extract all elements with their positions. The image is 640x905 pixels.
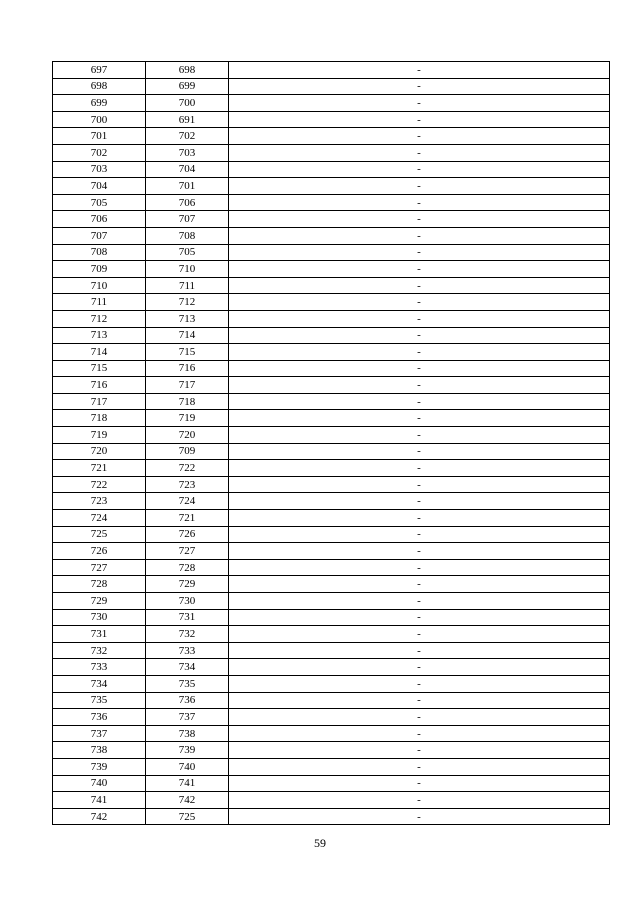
table-cell: 737	[53, 725, 146, 742]
table-row	[53, 626, 610, 643]
table-cell: -	[229, 775, 610, 792]
table-cell: 736	[146, 692, 229, 709]
table-cell: -	[229, 476, 610, 493]
table-cell: -	[229, 95, 610, 112]
table-row	[53, 128, 610, 145]
table-cell: 719	[53, 427, 146, 444]
table-cell: 705	[146, 244, 229, 261]
table-row	[53, 310, 610, 327]
table-cell: 717	[146, 377, 229, 394]
table-cell: -	[229, 194, 610, 211]
table-cell: 714	[53, 344, 146, 361]
table-cell: -	[229, 294, 610, 311]
table-cell: 716	[53, 377, 146, 394]
table-cell: -	[229, 659, 610, 676]
table-cell: 742	[53, 808, 146, 825]
table-cell: 719	[146, 410, 229, 427]
table-cell: 723	[53, 493, 146, 510]
table-cell: -	[229, 360, 610, 377]
table-cell: 716	[146, 360, 229, 377]
table-cell: 710	[146, 261, 229, 278]
table-cell: 721	[146, 510, 229, 527]
table-cell: 702	[146, 128, 229, 145]
table-row	[53, 427, 610, 444]
table-row	[53, 327, 610, 344]
table-cell: -	[229, 609, 610, 626]
table-row	[53, 211, 610, 228]
table-cell: 729	[146, 576, 229, 593]
table-cell: 698	[53, 78, 146, 95]
table-cell: 725	[53, 526, 146, 543]
table-row	[53, 261, 610, 278]
page-number: 59	[314, 836, 326, 850]
table-cell: 704	[146, 161, 229, 178]
table-cell: -	[229, 427, 610, 444]
table-row	[53, 709, 610, 726]
table-cell: -	[229, 377, 610, 394]
table-cell: -	[229, 78, 610, 95]
table-row	[53, 692, 610, 709]
table-cell: -	[229, 161, 610, 178]
table-row	[53, 410, 610, 427]
table-cell: -	[229, 559, 610, 576]
table-row	[53, 62, 610, 79]
table-cell: -	[229, 393, 610, 410]
table-cell: -	[229, 211, 610, 228]
table-row	[53, 476, 610, 493]
table-cell: 741	[53, 792, 146, 809]
table-row	[53, 294, 610, 311]
table-cell: 705	[53, 194, 146, 211]
table-cell: 712	[53, 310, 146, 327]
table-row	[53, 178, 610, 195]
table-row	[53, 277, 610, 294]
table-cell: -	[229, 626, 610, 643]
table-cell: 718	[146, 393, 229, 410]
table-cell: -	[229, 460, 610, 477]
table-cell: 709	[146, 443, 229, 460]
table-cell: 733	[53, 659, 146, 676]
table-cell: 727	[53, 559, 146, 576]
table-cell: 730	[146, 593, 229, 610]
table-cell: 733	[146, 642, 229, 659]
table-cell: -	[229, 244, 610, 261]
table-cell: 722	[53, 476, 146, 493]
table-cell: 706	[146, 194, 229, 211]
table-row	[53, 609, 610, 626]
table-cell: 691	[146, 111, 229, 128]
table-cell: 701	[146, 178, 229, 195]
table-cell: 709	[53, 261, 146, 278]
table-cell: 734	[146, 659, 229, 676]
table-cell: -	[229, 227, 610, 244]
table-cell: 734	[53, 675, 146, 692]
table-cell: -	[229, 692, 610, 709]
table-cell: 731	[146, 609, 229, 626]
table-cell: -	[229, 543, 610, 560]
table-cell: -	[229, 510, 610, 527]
table-row	[53, 675, 610, 692]
table-cell: 699	[146, 78, 229, 95]
table-cell: 697	[53, 62, 146, 79]
table-cell: -	[229, 576, 610, 593]
table-row	[53, 111, 610, 128]
table-cell: 729	[53, 593, 146, 610]
table-cell: 700	[146, 95, 229, 112]
table-cell: 708	[146, 227, 229, 244]
table-row	[53, 593, 610, 610]
table-cell: -	[229, 128, 610, 145]
table-row	[53, 244, 610, 261]
table-body	[53, 62, 610, 825]
table-cell: 715	[146, 344, 229, 361]
table-cell: 712	[146, 294, 229, 311]
table-cell: 739	[53, 758, 146, 775]
table-cell: 728	[146, 559, 229, 576]
table-cell: -	[229, 758, 610, 775]
table-cell: -	[229, 111, 610, 128]
table-cell: 715	[53, 360, 146, 377]
table-cell: -	[229, 62, 610, 79]
table-cell: 724	[146, 493, 229, 510]
table-cell: 721	[53, 460, 146, 477]
table-row	[53, 808, 610, 825]
table-row	[53, 493, 610, 510]
table-cell: 699	[53, 95, 146, 112]
table-row	[53, 576, 610, 593]
table-cell: -	[229, 410, 610, 427]
table-cell: -	[229, 725, 610, 742]
table-cell: -	[229, 526, 610, 543]
table-row	[53, 792, 610, 809]
table-cell: -	[229, 443, 610, 460]
table-cell: 737	[146, 709, 229, 726]
table-row	[53, 344, 610, 361]
table-cell: 700	[53, 111, 146, 128]
table-cell: 728	[53, 576, 146, 593]
table-cell: -	[229, 742, 610, 759]
table-cell: 701	[53, 128, 146, 145]
table-row	[53, 95, 610, 112]
table-cell: 706	[53, 211, 146, 228]
table-cell: 711	[53, 294, 146, 311]
table-cell: 735	[146, 675, 229, 692]
table-cell: -	[229, 593, 610, 610]
table-cell: 707	[146, 211, 229, 228]
table-cell: 717	[53, 393, 146, 410]
table-row	[53, 360, 610, 377]
table-row	[53, 725, 610, 742]
table-cell: 702	[53, 144, 146, 161]
table-row	[53, 460, 610, 477]
table-row	[53, 510, 610, 527]
table-cell: 724	[53, 510, 146, 527]
table-row	[53, 775, 610, 792]
table-cell: 732	[146, 626, 229, 643]
table-cell: 742	[146, 792, 229, 809]
table-cell: -	[229, 310, 610, 327]
table-cell: 704	[53, 178, 146, 195]
table-cell: 707	[53, 227, 146, 244]
table-cell: 714	[146, 327, 229, 344]
table-row	[53, 559, 610, 576]
table-cell: 703	[146, 144, 229, 161]
table-cell: 718	[53, 410, 146, 427]
table-row	[53, 78, 610, 95]
table-row	[53, 227, 610, 244]
table-cell: 703	[53, 161, 146, 178]
table-cell: 726	[53, 543, 146, 560]
table-cell: -	[229, 277, 610, 294]
table-cell: 730	[53, 609, 146, 626]
table-cell: 736	[53, 709, 146, 726]
table-cell: -	[229, 642, 610, 659]
table-cell: 726	[146, 526, 229, 543]
table-cell: -	[229, 808, 610, 825]
table-cell: 720	[146, 427, 229, 444]
table-row	[53, 642, 610, 659]
table-cell: 710	[53, 277, 146, 294]
table-row	[53, 543, 610, 560]
table-cell: 713	[53, 327, 146, 344]
table-cell: 739	[146, 742, 229, 759]
table-cell: 740	[53, 775, 146, 792]
table-cell: -	[229, 792, 610, 809]
table-cell: 722	[146, 460, 229, 477]
table-row	[53, 161, 610, 178]
table-cell: 708	[53, 244, 146, 261]
table-row	[53, 758, 610, 775]
table-cell: 725	[146, 808, 229, 825]
table-cell: -	[229, 178, 610, 195]
data-table	[52, 61, 610, 825]
table-cell: 713	[146, 310, 229, 327]
table-row	[53, 194, 610, 211]
table-cell: -	[229, 144, 610, 161]
table-cell: -	[229, 709, 610, 726]
table-cell: -	[229, 493, 610, 510]
table-cell: -	[229, 344, 610, 361]
table-cell: 731	[53, 626, 146, 643]
table-cell: -	[229, 261, 610, 278]
table-cell: 711	[146, 277, 229, 294]
table-cell: 741	[146, 775, 229, 792]
table-row	[53, 443, 610, 460]
table-cell: 723	[146, 476, 229, 493]
table-row	[53, 742, 610, 759]
table-cell: 698	[146, 62, 229, 79]
table-row	[53, 526, 610, 543]
table-cell: 738	[53, 742, 146, 759]
table-cell: 738	[146, 725, 229, 742]
table-cell: -	[229, 327, 610, 344]
table-row	[53, 377, 610, 394]
table-row	[53, 659, 610, 676]
table-row	[53, 144, 610, 161]
table-cell: 732	[53, 642, 146, 659]
table-row	[53, 393, 610, 410]
table-cell: 727	[146, 543, 229, 560]
table-cell: 740	[146, 758, 229, 775]
table-cell: -	[229, 675, 610, 692]
table-cell: 720	[53, 443, 146, 460]
table-cell: 735	[53, 692, 146, 709]
